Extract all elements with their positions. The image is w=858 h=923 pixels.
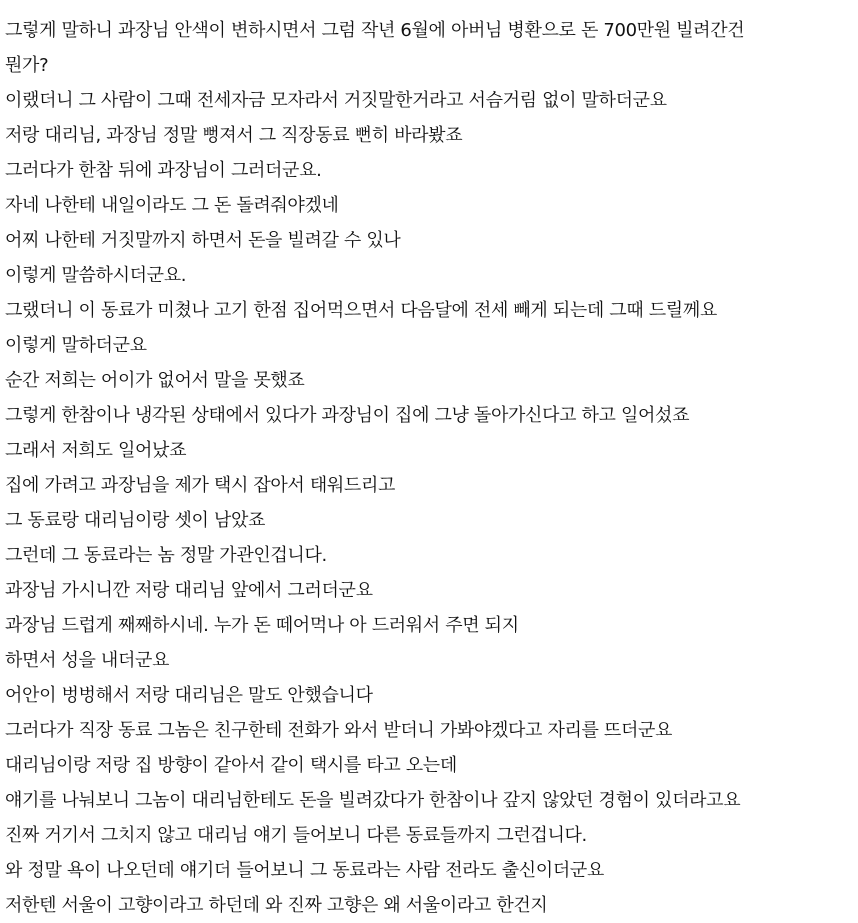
text-line: 집에 가려고 과장님을 제가 택시 잡아서 태워드리고 xyxy=(5,475,396,496)
text-line: 이렇게 말하더군요 xyxy=(5,335,147,356)
text-line: 진짜 거기서 그치지 않고 대리님 얘기 들어보니 다른 동료들까지 그런겁니다. xyxy=(5,825,587,846)
text-line: 하면서 성을 내더군요 xyxy=(5,650,170,671)
text-line: 뭔가? xyxy=(5,55,49,76)
text-line: 그런데 그 동료라는 놈 정말 가관인겁니다. xyxy=(5,545,327,566)
text-line: 과장님 가시니깐 저랑 대리님 앞에서 그러더군요 xyxy=(5,580,373,601)
text-line: 와 정말 욕이 나오던데 얘기더 들어보니 그 동료라는 사람 전라도 출신이더군요 xyxy=(5,860,604,881)
text-line: 그랬더니 이 동료가 미쳤나 고기 한점 집어먹으면서 다음달에 전세 빼게 되는데 그때 드릴께요 xyxy=(5,300,717,321)
text-line: 그러다가 직장 동료 그놈은 친구한테 전화가 와서 받더니 가봐야겠다고 자리를 뜨더군요 xyxy=(5,720,673,741)
text-line: 순간 저희는 어이가 없어서 말을 못했죠 xyxy=(5,370,305,391)
text-line: 그러다가 한참 뒤에 과장님이 그러더군요. xyxy=(5,160,322,181)
text-line: 그렇게 말하니 과장님 안색이 변하시면서 그럼 작년 6월에 아버님 병환으로 돈 700만원 빌려간건 xyxy=(5,20,745,41)
text-line: 이렇게 말씀하시더군요. xyxy=(5,265,187,286)
text-line: 그래서 저희도 일어났죠 xyxy=(5,440,187,461)
text-line: 자네 나한테 내일이라도 그 돈 돌려줘야겠네 xyxy=(5,195,339,216)
text-line: 저랑 대리님, 과장님 정말 뻥져서 그 직장동료 뻔히 바라봤죠 xyxy=(5,125,463,146)
text-line: 어안이 벙벙해서 저랑 대리님은 말도 안했습니다 xyxy=(5,685,373,706)
text-line: 그 동료랑 대리님이랑 셋이 남았죠 xyxy=(5,510,266,531)
text-line: 그렇게 한참이나 냉각된 상태에서 있다가 과장님이 집에 그냥 돌아가신다고 하고 일어섰죠 xyxy=(5,405,690,426)
text-line: 이랬더니 그 사람이 그때 전세자금 모자라서 거짓말한거라고 서슴거림 없이 말하더군요 xyxy=(5,90,667,111)
text-line: 얘기를 나눠보니 그놈이 대리님한테도 돈을 빌려갔다가 한참이나 갚지 않았던 경험이 있더라고요 xyxy=(5,790,741,811)
text-line: 저한텐 서울이 고향이라고 하던데 와 진짜 고향은 왜 서울이라고 한건지 xyxy=(5,895,548,916)
text-line: 대리님이랑 저랑 집 방향이 같아서 같이 택시를 타고 오는데 xyxy=(5,755,457,776)
text-line: 어찌 나한테 거짓말까지 하면서 돈을 빌려갈 수 있나 xyxy=(5,230,401,251)
text-line: 과장님 드럽게 째째하시네. 누가 돈 떼어먹나 아 드러워서 주면 되지 xyxy=(5,615,519,636)
